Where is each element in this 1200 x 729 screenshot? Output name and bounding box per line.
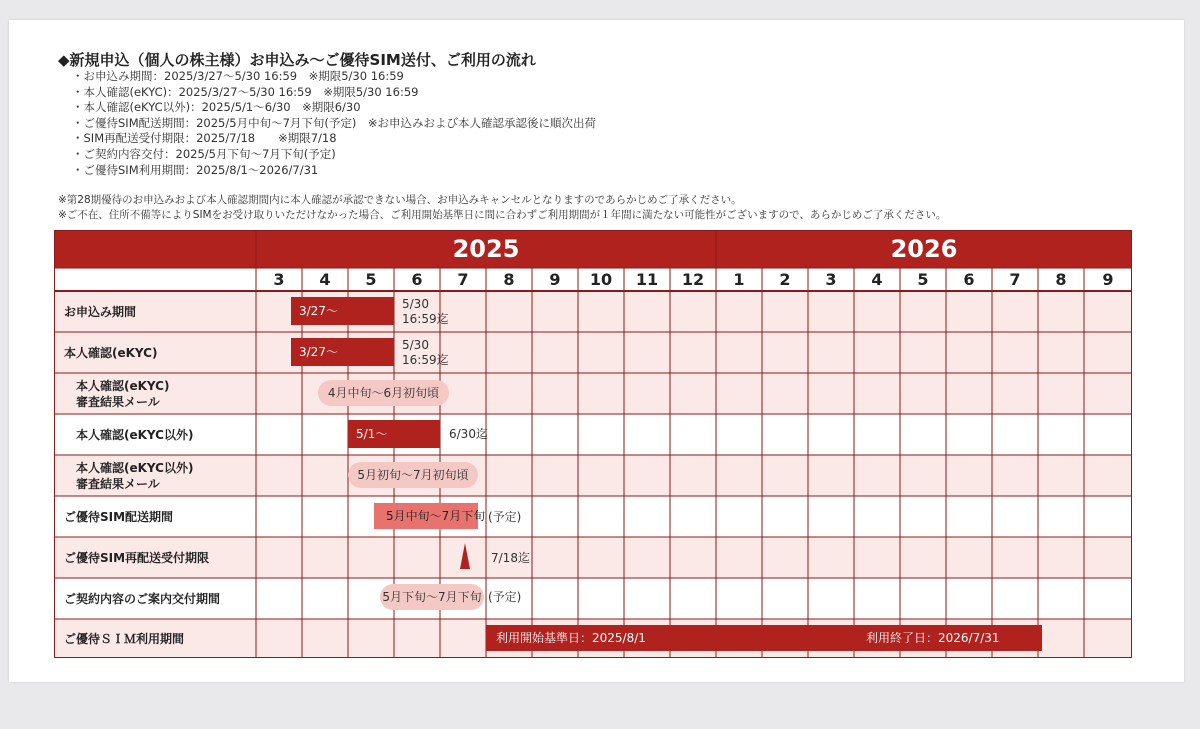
list-item: ・本人確認(eKYC以外)：2025/5/1～6/30 ※期限6/30 [72, 100, 361, 115]
month-header-cell: 3 [825, 270, 837, 289]
apply-period-bar: 3/27～ [291, 297, 394, 325]
row-label-sim-delivery: ご優待SIM配送期間 [64, 509, 174, 524]
row-label-contract-notice: ご契約内容のご案内交付期間 [64, 591, 221, 606]
non-ekyc-result-mail-pill: 5月初旬～7月初旬頃 [348, 462, 478, 488]
non-ekyc-end-label: 6/30迄 [449, 427, 488, 441]
schedule-summary-list [72, 69, 596, 178]
month-header-cell: 11 [635, 270, 659, 289]
schedule-gantt-chart [54, 230, 1132, 658]
list-item: ・本人確認(eKYC)：2025/3/27～5/30 16:59 ※期限5/30 16:59 [72, 84, 419, 99]
month-header-cell: 8 [1055, 270, 1067, 289]
row-label-sim-redelivery: ご優待SIM再配送受付期限 [64, 550, 210, 565]
page-title: ◆新規申込（個人の株主様）お申込み～ご優待SIM送付、ご利用の流れ [58, 51, 536, 69]
month-header-cell: 9 [549, 270, 561, 289]
sim-delivery-note: (予定) [488, 510, 522, 524]
month-header-cell: 4 [871, 270, 883, 289]
contract-notice-pill: 5月下旬～7月下旬 [380, 584, 484, 610]
month-header-cell: 3 [273, 270, 285, 289]
row-label-non-ekyc: 本人確認(eKYC以外) [76, 427, 194, 442]
month-header-cell: 2 [779, 270, 791, 289]
month-header-cell: 6 [411, 270, 423, 289]
month-header-cell: 1 [733, 270, 745, 289]
row-label-ekyc: 本人確認(eKYC) [64, 345, 158, 360]
row-label-ekyc-result-mail: 本人確認(eKYC) 審査結果メール [76, 378, 170, 409]
notes [58, 193, 946, 222]
list-item: ・ご優待SIM利用期間：2025/8/1～2026/7/31 [72, 162, 319, 177]
list-item: ・お申込み期間：2025/3/27～5/30 16:59 ※期限5/30 16:59 [72, 69, 404, 83]
month-header-cell: 8 [503, 270, 515, 289]
month-header-cell: 10 [589, 270, 613, 289]
row-label-sim-usage: ご優待ＳＩＭ利用期間 [64, 631, 185, 646]
year-label-2026: 2026 [890, 235, 958, 263]
redelivery-deadline-marker [460, 543, 470, 569]
list-item: ・ご契約内容交付：2025/5月下旬～7月下旬(予定) [72, 146, 336, 161]
sim-delivery-bar: 5月中旬～7月下旬 [374, 503, 478, 529]
month-header-cell: 5 [365, 270, 377, 289]
list-item: ・SIM再配送受付期限：2025/7/18 ※期限7/18 [72, 131, 337, 146]
month-header-cell: 7 [457, 270, 469, 289]
sim-usage-bar [486, 625, 1042, 651]
ekyc-bar: 3/27～ [291, 338, 394, 366]
month-header-cell: 6 [963, 270, 975, 289]
note-text: ※第28期優待のお申込みおよび本人確認期間内に本人確認が承認できない場合、お申込みキャンセルとなりますのであらかじめご了承ください。 [58, 194, 742, 206]
list-item: ・ご優待SIM配送期間：2025/5月中旬～7月下旬(予定) ※お申込みおよび本人確認承認後に順次出荷 [72, 115, 596, 130]
redelivery-deadline-label: 7/18迄 [491, 551, 530, 565]
month-header-cell: 5 [917, 270, 929, 289]
year-label-2025: 2025 [452, 235, 520, 263]
month-header-cell: 7 [1009, 270, 1021, 289]
month-header-cell: 12 [681, 270, 705, 289]
row-label-apply-period: お申込み期間 [64, 304, 137, 319]
sim-usage-start-label: 利用開始基準日：2025/8/1 [496, 631, 646, 645]
sim-usage-end-label: 利用終了日：2026/7/31 [866, 631, 1000, 645]
apply-period-end-label: 5/30 16:59迄 [402, 297, 449, 326]
non-ekyc-bar: 5/1～ [348, 420, 440, 448]
note-text: ※ご不在、住所不備等によりSIMをお受け取りいただけなかった場合、ご利用開始基準日に間に合わずご利用期間が１年間に満たない可能性がございますので、あらかじめご了承ください。 [58, 208, 947, 221]
contract-notice-note: (予定) [488, 590, 522, 604]
ekyc-end-label: 5/30 16:59迄 [402, 338, 449, 367]
month-header-cell: 4 [319, 270, 331, 289]
month-header-cell: 9 [1102, 270, 1114, 289]
row-label-non-ekyc-result-mail: 本人確認(eKYC以外) 審査結果メール [76, 460, 194, 491]
ekyc-result-mail-pill: 4月中旬～6月初旬頃 [318, 380, 449, 406]
